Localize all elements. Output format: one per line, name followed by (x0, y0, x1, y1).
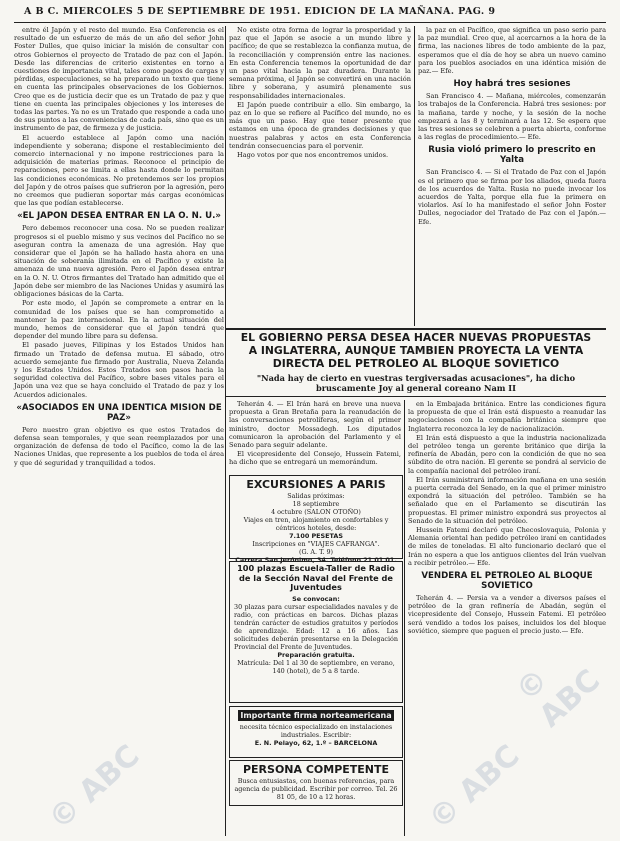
ad-title: PERSONA COMPETENTE (242, 763, 390, 776)
paragraph: No existe otra forma de lograr la prosperidad y la paz que el Japón se asocie a un mundo libre y pacífico; de que se restablezca la confianza mutua, de la reconciliación y comprensión entre las naciones. En esta Conferencia tenemos la oportunidad de dar un paso vital hacia la paz duradera. Durante la semana próxima, el Japón se convertirá en una nación libre y soberana, y asumirá plenamente sus responsabilidades internacionales. (229, 26, 411, 100)
paragraph: Hago votos por que nos encontremos unidos. (237, 151, 389, 160)
paragraph: entre él Japón y el resto del mundo. Esa Conferencia es el resultado de un esfuerzo de más de un año del señor John Foster Dulles, que quiso iniciar la misión de consultar con otros Gobiernos el proyecto de Tratado de paz con el Japón. Desde las diferencias de criterio existentes en torno a cuestiones de importancia vital, tales como pagos de cargas y pérdidas, especulaciones, se ha preparado un texto que tiene en cuenta las principales observaciones de los Gobiernos. Creo que es de justicia decir que es un Tratado de paz y que tiene en cuenta las principales objeciones y los intereses de todas las partes. Ya no es un Tratado que responde a cada uno de sus puntos a las conveniencias de cada país, sino que es un instrumento de paz, de firmeza y de justicia. (14, 26, 224, 133)
ad-line: Carrera San Jerónimo, 34. Teléfono 21 01 01. (235, 556, 397, 564)
ad-line: E. N. Pelayo, 62, 1.º – BARCELONA (254, 739, 378, 747)
column-4 (229, 400, 401, 472)
ad-line: Matrícula: Del 1 al 30 de septiembre, en verano, 140 (hotel), de 5 a 8 tarde. (237, 658, 395, 675)
paragraph: Hussein Fatemi declaró que Checoslovaquia, Polonia y Alemania oriental han pedido petróleo iraní en cantidades de miles de toneladas. El alto funcionario declaró que el Irán no espera a que los antiguos clientes del Irán vuelvan a recibir petróleo.— Efe. (408, 526, 606, 567)
ad-line: 4 octubre (SALON OTOÑO) (271, 508, 361, 516)
ad-escuela-taller-radio (229, 561, 403, 703)
ad-persona-competente (229, 760, 403, 806)
header-rule (14, 22, 606, 23)
ad-line: (G. A. T. 9) (298, 548, 334, 556)
ad-line: Inscripciones en "VIAJES CAFRANGA". (252, 540, 380, 548)
paragraph: Por este modo, el Japón se compromete a entrar en la comunidad de los países que se han comprometido a mantener la paz internacional. En la actual situación del mundo, hemos de considerar que el Japón tendrá que depender del mundo libre para su defensa. (14, 299, 224, 341)
column-rule (404, 400, 405, 836)
column-1 (14, 26, 224, 836)
paragraph: El Irán está dispuesto a que la industria nacionalizada del petróleo tenga un gerente británico que dirija la refinería de Abadán, pero con la condición de que no sea súbdito de otra nación. El gerente se pondrá al servicio de la compañía nacional del petróleo iraní. (408, 433, 606, 475)
banner-line: EL GOBIERNO PERSA DESEA HACER NUEVAS PROPUESTAS (240, 331, 592, 344)
paragraph: Teherán 4. — Persia va a vender a diversos países el petróleo de la gran refinería de Abadán, según el vicepresidente del Consejo, Hussein Fatemi. El petróleo será vendido a todos los países, incluidos los del bloque soviético, siempre que paguen el precio justo.— Efe. (408, 594, 606, 635)
paragraph: El Japón puede contribuir a ello. Sin embargo, la paz en lo que se refiere al Pacífico del mundo, no es más que un paso. Hay que tener presente que estamos en una época de grandes decisiones y que nuestras palabras y actos en esta Conferencia tendrán consecuencias para el porvenir. (229, 100, 411, 150)
watermark: © ABC (509, 662, 607, 735)
watermark: © ABC (42, 738, 147, 837)
running-head: A B C. MIERCOLES 5 DE SEPTIEMBRE DE 1951. EDICION DE LA MAÑANA. PAG. 9 (24, 6, 496, 17)
deck-line: bruscamente Joy al general coreano Nam II (316, 383, 516, 393)
ad-firma-norteamericana (229, 706, 403, 758)
banner-rule-top (226, 328, 606, 330)
paragraph: en la Embajada británica. Entre las condiciones figura la propuesta de que el Irán está dispuesto a reanudar las negociaciones con la compañía británica siempre que Inglaterra reconozca la ley de nacionalización. (408, 400, 606, 433)
ad-line: Se convocan: (292, 594, 340, 603)
paragraph: San Francisco 4. — Si el Tratado de Paz con el Japón es el primero que se firma por los aliados, queda fuera de los acuerdos de Yalta. Rusia no puede invocar los acuerdos de Yalta, porque ella fue la primera en violarlos. Así lo ha manifestado el señor John Foster Dulles, negociador del Tratado de Paz con el Japón.— Efe. (418, 168, 606, 226)
paragraph: Teherán 4. — El Irán hará en breve una nueva propuesta a Gran Bretaña para la reanudación de las conversaciones petrolíferas, según el primer ministro, doctor Mossadegh. Los diputados comunicaron la aprobación del Parlamento y el Senado para seguir adelante. (229, 400, 401, 450)
banner-line: A INGLATERRA, AUNQUE TAMBIEN PROYECTA LA VENTA (248, 343, 584, 357)
column-2 (229, 26, 411, 326)
paragraph: El vicepresidente del Consejo, Hussein Fatemi, ha dicho que se entregará un memorándum. (229, 450, 401, 467)
banner-deck (226, 373, 606, 393)
ad-excursiones-paris (229, 475, 403, 564)
paragraph: San Francisco 4. — Mañana, miércoles, comenzarán los trabajos de la Conferencia. Habrá tres sesiones: por la mañana, tarde y noche, y la sesión de la noche empezará a las 8 y terminará a las 12. Se espera que las tres sesiones se celebren a puerta abierta, conforme a las reglas de procedimiento.— Efe. (418, 92, 606, 142)
column-rule (414, 26, 415, 326)
paragraph: El acuerdo establece al Japón como una nación independiente y soberana; dispone el restablecimiento del comercio internacional y no impone restricciones para la adquisición de materias primas. Reconoce el principio de reparaciones, pero se limita a ellas hasta donde lo permitan las condiciones económicas. No pretendemos ser los propios del Japón y de otros países que sufrieron por la agresión, pero no creemos que pudieran soportar más cargas económicas que las que podían establecerse. (14, 133, 224, 208)
paragraph: El Irán suministrará información mañana en una sesión a puerta cerrada del Senado, en la que el primer ministro expondrá la situación del petróleo. También se ha señalado que en el Parlamento se discutirán las propuestas. El primer ministro expondrá sus proyectos al Senado de la situación del petróleo. (408, 475, 606, 525)
banner-rule-bottom (226, 396, 606, 397)
watermark: © ABC (422, 738, 527, 837)
ad-title: Importante firma norteamericana (238, 710, 394, 721)
paragraph: El pasado jueves, Filipinas y los Estados Unidos han firmado un Tratado de defensa mutua. El sábado, otro acuerdo semejante fue firmado por Australia, Nueva Zelanda y los Estados Unidos. Estos Tratados son pasos hacia la seguridad colectiva del Pacífico, sobre bases vitales para el Japón una vez que se haya concluido el Tratado de paz y los Acuerdos adicionales. (14, 341, 224, 399)
paragraph: Pero debemos reconocer una cosa. No se pueden realizar progresos si el pueblo mismo y sus vecinos del Pacífico no se aseguran contra la amenaza de una agresión. Hay que considerar que el Japón se ha hallado hasta ahora en una situación de soberanía ilimitada en el Pacífico y existe la amenaza de una nueva agresión. Pero el Japón desea entrar en la O. N. U. Otros firmantes del Tratado han admitido que el Japón debe ser miembro de las Naciones Unidas y asumirá las obligaciones básicas de la Carta. (14, 224, 224, 299)
deck-line: "Nada hay de cierto en vuestras tergiversadas acusaciones", ha dicho (256, 373, 576, 383)
column-rule (225, 26, 226, 836)
column-3 (418, 26, 606, 326)
subheading: VENDERA EL PETROLEO AL BLOQUE SOVIETICO (421, 571, 593, 592)
ad-line: necesita técnico especializado en instalaciones industriales. Escribir: (239, 723, 393, 739)
ad-title: EXCURSIONES A PARIS (246, 478, 386, 491)
ad-line: Salidas próximas: (287, 492, 345, 500)
subheading: «ASOCIADOS EN UNA IDENTICA MISION DE PAZ» (16, 402, 222, 423)
banner-line: DIRECTA DEL PETROLEO AL BLOQUE SOVIETICO (272, 356, 560, 370)
ad-line: 18 septiembre (292, 500, 340, 508)
paragraph: la paz en el Pacífico, que significa un paso serio para la paz mundial. Creo que, al acercarnos a la hora de la firma, las naciones libres de todo ambiente de la paz, esperamos que el día de hoy se abra un nuevo camino para los pueblos asociados en una idéntica misión de paz.— Efe. (418, 26, 606, 76)
ad-line: Preparación gratuita. (277, 650, 355, 659)
ad-line: 30 plazas para cursar especialidades navales y de radio, con prácticas en barcos. Dichas plazas tendrán carácter de estudios gratuitos y períodos de aprendizaje. Edad: 12 a 16 años. Las solicitudes deberán presentarse en la Delegación Provincial del Frente de Juventudes. (234, 602, 398, 651)
paragraph: Pero nuestro gran objetivo es que estos Tratados de defensa sean temporales, y que sean reemplazados por una organización de defensa de todo el Pacífico, como la de las Naciones Unidas, que represente a los pueblos de toda el área y que dé seguridad y tranquilidad a todos. (14, 425, 224, 467)
ad-line: Busca entusiastas, con buenas referencias, para agencia de publicidad. Escribir por correo. Tel. 26 81 05, de 10 a 12 horas. (234, 777, 398, 801)
subheading: Rusia violó primero lo prescrito en Yalta (428, 145, 596, 166)
ad-price: 7.100 PESETAS (289, 532, 343, 540)
ad-title: 100 plazas Escuela-Taller de Radio de la Sección Naval del Frente de Juventudes (237, 563, 395, 593)
subheading: Hoy habrá tres sesiones (453, 79, 571, 90)
ad-line: Viajes en tren, alojamiento en confortables y céntricos hoteles, desde: (243, 516, 389, 532)
banner-headline (226, 332, 606, 370)
subheading: «EL JAPON DESEA ENTRAR EN LA O. N. U.» (17, 211, 221, 222)
